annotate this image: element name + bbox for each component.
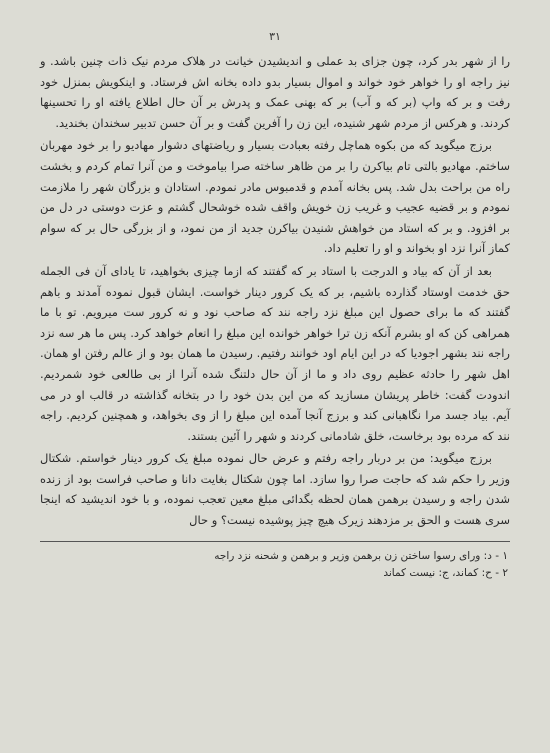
footnote-divider (40, 541, 510, 542)
footnote-1: ۱ - د: ورای رسوا ساختن زن برهمن وزیر و برهمن و شحنه نزد راجه (214, 549, 508, 562)
paragraph-4: برزج میگوید: من بر دربار راجه رفتم و عرض حال نموده مبلغ یک کرور دینار خواستم. شکتال وزیر را حکم شد که حاجت صرا روا سازد. اما چون شکتال بغایت دانا و صاحب فراست بود از زنده شدن راجه و رسیدن برهمن همان لحظه بگدائی مبلغ معین تعجب نموده، و با خود اندیشید که اینجا سری هست و الحق بر مزدهند زیرک هیچ چیز پوشیده نیست؟ و حال (40, 451, 510, 528)
footnotes (40, 548, 510, 582)
footnote-2: ۲ - ح: کماند، ج: نیست کماند (383, 566, 508, 579)
paragraph-2: برزج میگوید که من بکوه هماچل رفته بعبادت بسیار و ریاضتهای دشوار مهادیو را بر خود مهربان ساختم. مهادیو بالتی تام بیاکرن را بر من ظاهر ساخته صرا بیاموخت و من آنرا تمام کردم و بخشت راه من براحت بدل شد. پس بخانه آمدم و قدمبوس مادر نمودم. استادان و بزرگان شهر را ملازمت نمودم و بر قضیه عجیب و غریب زن خویش واقف شده خوشحال گشتم و عزت دوستی در دل من بر افزود. و بر که استاد من خواهش شنیدن بیاکرن جدید از من نمود، و از بزرگی حال بر که سوام کماز آنرا نزد او بخواند و او را تعلیم داد. (40, 138, 510, 256)
paragraph-3: بعد از آن که بیاد و الدرجت با استاد بر که گفتند که ازما چیزی بخواهید، تا یادای آن فی الجمله حق خدمت اوستاد گذارده باشیم، بر که یک کرور دینار خواست. ایشان قبول نموده آمدند و باهم گفتند که ما برای حصول این مبلغ نزد راجه نند که صاحب نود و نه کرور ست میرویم. تو با ما همراهی کن که او بشرم آنکه زن ترا خواهر خوانده این مبلغ را انعام خواهد کرد. پس ما هر سه نزد راجه نند بشهر اجودیا که در این ایام اود خوانند رفتیم. رسیدن ما همان بود و از عالم رفتن او همان. اهل شهر را حادثه عظیم روی داد و ما از آن حال دلتنگ شده آنرا از بی طالعی خود شمردیم. اندودت گفت: خاطر پریشان مسازید که من این بدن خود را در بتخانه گذاشته در قالب او در می آیم. بیاد جسد مرا نگاهبانی کند و برزج آنجا آمده این مبلغ را از وی بخواهد، و همچنین کردیم. راجه نند که مرده بود برخاست، خلق شادمانی کردند و شهر را آئین بستند. (40, 263, 510, 443)
page-number: ۳۱ (269, 30, 281, 43)
paragraph-1: را از شهر بدر کرد، چون جزای بد عملی و اندیشیدن خیانت در هلاک مردم نیک ذات چنین باشد. و نیز راجه او را خواهر خود خواند و اموال بسیار بدو داده بخانه اش فرستاد. و اینکویش بمنزل خود رفت و بر که واپ (بر که و آب) بر که بهنی عمک و پدرش بر آن حال اطلاع یافته او را تحسینها کردند. و هرکس از مردم شهر شنیده، این زن را آفرین گفت و بر آن حسن تدبیر سخندان بخندید. (40, 54, 510, 130)
